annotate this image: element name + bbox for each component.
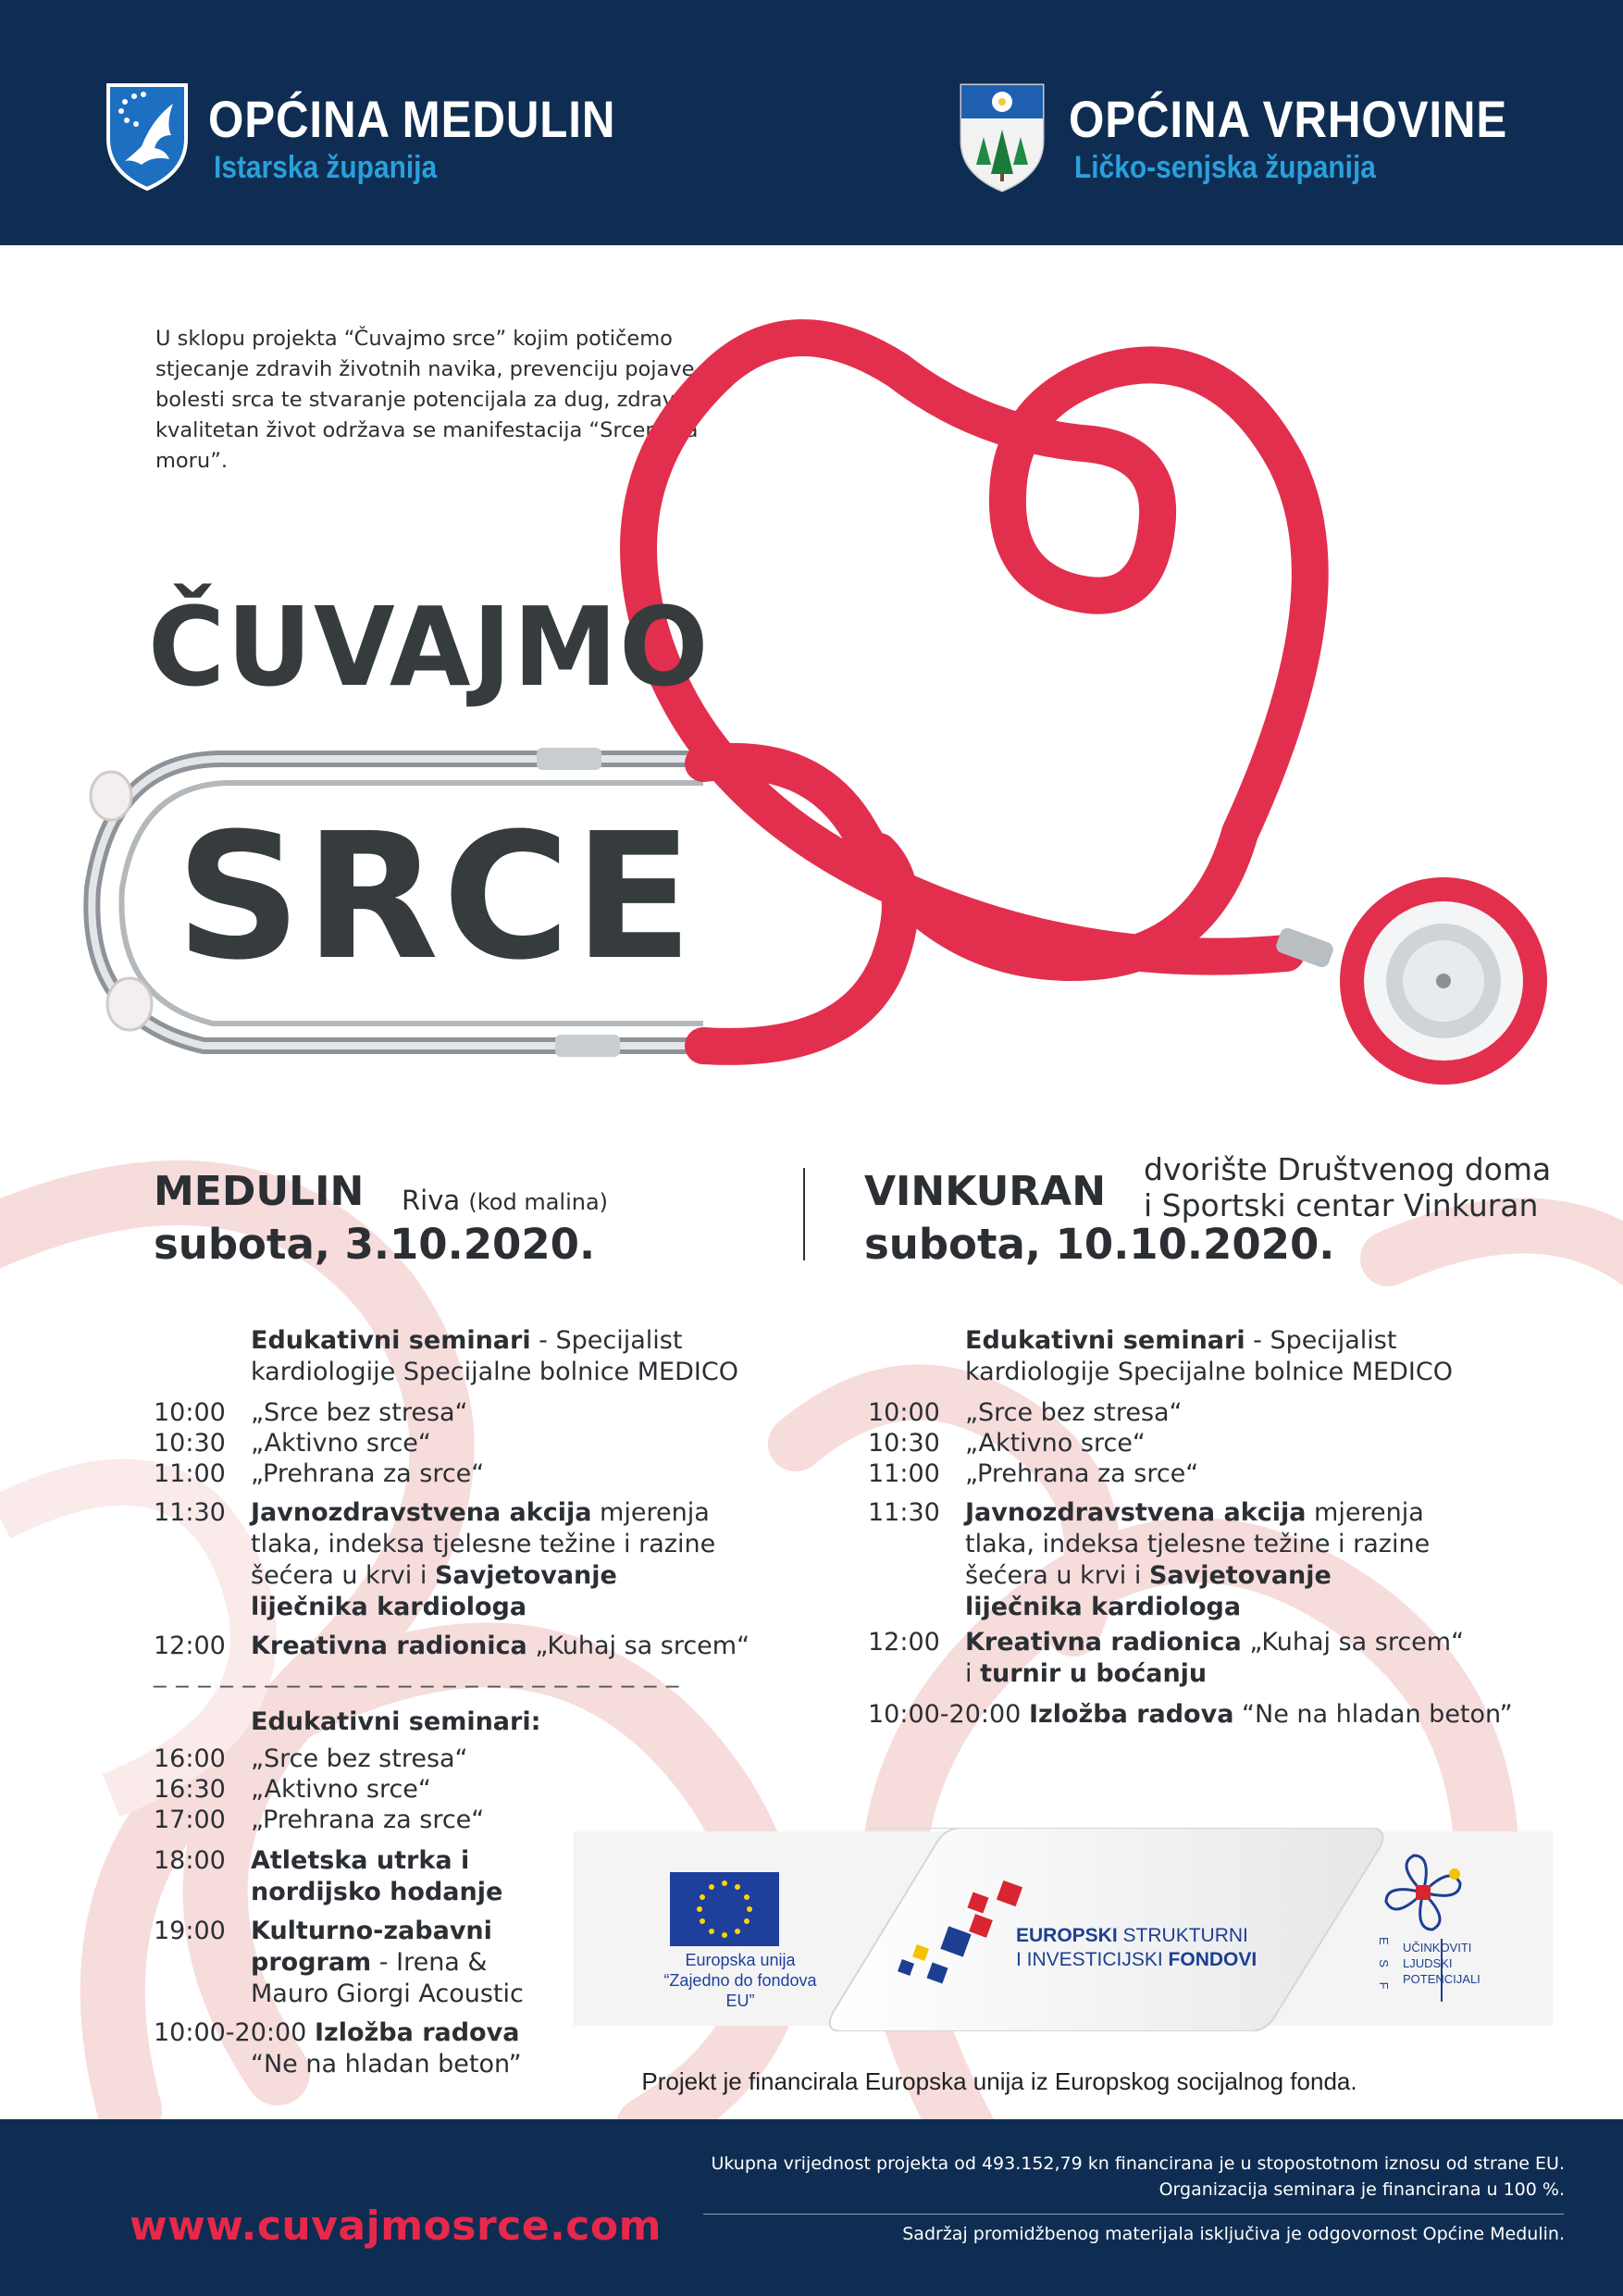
vinkuran-seminars-heading: Edukativni seminari	[965, 1326, 1245, 1355]
eu-label-line1: Europska unija	[685, 1951, 796, 1969]
esf-letters: E S F	[1377, 1937, 1391, 1995]
footer-divider	[703, 2214, 1564, 2215]
column-divider	[803, 1168, 805, 1260]
esif-label-line2: I INVESTICIJSKI FONDOVI	[1016, 1949, 1258, 1970]
vinkuran-expo-row: 10:00-20:00 Izložba radova “Ne na hladan beton”	[868, 1700, 1513, 1729]
vinkuran-location-line2: i Sportski centar Vinkuran	[1144, 1187, 1539, 1223]
esif-label	[1016, 1924, 1257, 1972]
medulin-coat-of-arms-icon	[105, 81, 190, 192]
footer-note-funding: Organizacija seminara je financirana u 100 %.	[1158, 2179, 1565, 2200]
medulin-seminars-note: - Specijalist kardiologije Specijalne bolnice MEDICO	[251, 1326, 738, 1386]
medulin-date: subota, 3.10.2020.	[154, 1220, 596, 1269]
title-line-2: SRCE	[176, 796, 697, 999]
eu-label-line2: “Zajedno do fondova EU”	[663, 1971, 817, 2010]
vrhovine-county: Ličko-senjska županija	[1074, 150, 1376, 185]
footer-note-disclaimer: Sadržaj promidžbenog materijala isključiva je odgovornost Općine Medulin.	[902, 2224, 1565, 2244]
eu-funding-caption: Projekt je financirala Europska unija iz Europskog socijalnog fonda.	[641, 2067, 1357, 2095]
vrhovine-coat-of-arms-icon	[958, 81, 1047, 194]
title-line-1: ČUVAJMO	[148, 583, 711, 711]
medulin-location	[402, 1185, 608, 1216]
header-band	[0, 0, 1623, 245]
eu-label	[648, 1950, 833, 2011]
medulin-location-name: Riva	[402, 1185, 461, 1216]
footer-note-project-value: Ukupna vrijednost projekta od 493.152,79 kn financirana je u stopostotnom iznosu od strane EU.	[711, 2153, 1565, 2174]
vinkuran-location-line1: dvorište Društvenog doma	[1144, 1151, 1552, 1187]
vinkuran-seminars-note: - Specijalist kardiologije Specijalne bolnice MEDICO	[965, 1326, 1453, 1386]
intro-paragraph: U sklopu projekta “Čuvajmo srce” kojim potičemo stjecanje zdravih životnih navika, prevenciju pojave bolesti srca te stvaranje potencijala za dug, zdrav i kvalitetan život održava se manifestacija “Srcem na moru”.	[155, 327, 699, 473]
medulin-expo-row: 10:00-20:00 Izložba radova	[154, 2018, 520, 2047]
medulin-name: OPĆINA MEDULIN	[208, 90, 616, 148]
vinkuran-date: subota, 10.10.2020.	[864, 1220, 1335, 1269]
vinkuran-venue: VINKURAN	[864, 1168, 1107, 1215]
medulin-seminars-heading: Edukativni seminari	[251, 1326, 531, 1355]
vrhovine-name: OPĆINA VRHOVINE	[1069, 90, 1508, 148]
esf-label: UČINKOVITI LJUDSKI POTENCIJALI	[1403, 1941, 1481, 1986]
medulin-venue: MEDULIN	[154, 1168, 365, 1215]
esif-label-line1: EUROPSKI STRUKTURNI	[1016, 1925, 1248, 1946]
medulin-dashed-separator: _ _ _ _ _ _ _ _ _ _ _ _ _ _ _ _ _ _ _ _ _ _ _ _	[154, 1659, 680, 1688]
website-link[interactable]: www.cuvajmosrce.com	[130, 2203, 662, 2250]
stethoscope-heart-illustration	[56, 315, 1573, 1129]
medulin-county: Istarska županija	[214, 150, 438, 185]
medulin-location-note: (kod malina)	[468, 1189, 609, 1215]
